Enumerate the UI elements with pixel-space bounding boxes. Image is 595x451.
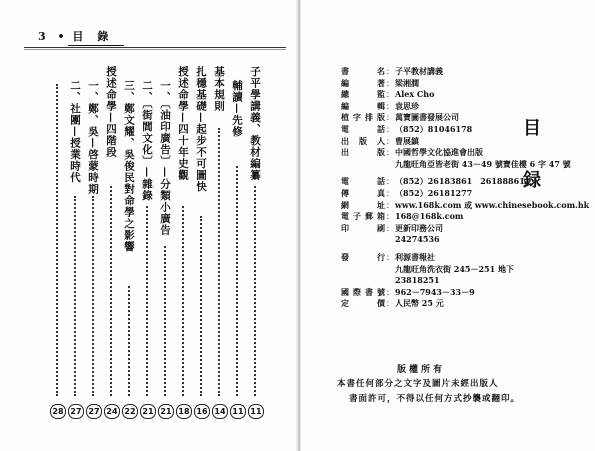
info-key: 編著 — [341, 77, 385, 88]
info-value: 168@168k.com — [395, 211, 464, 222]
copyright-notice-line: 本書任何部分之文字及圖片未經出版人 — [337, 379, 499, 389]
dot-leader — [74, 196, 76, 396]
info-value: Alex Cho — [395, 89, 435, 100]
toc-page-number: 16 — [194, 404, 210, 419]
info-row: 印刷 ： 更新印務公司 — [341, 223, 591, 235]
info-row: 書名 ： 子平教材講義 — [341, 66, 591, 78]
toc-entry-text: 授述命學—四階段 — [105, 66, 117, 158]
toc-page-number: 28 — [50, 404, 66, 419]
info-row-continued — [341, 275, 591, 287]
page-title: 目録 — [520, 118, 541, 222]
info-key: 網址 — [341, 199, 385, 210]
toc-page-number: 27 — [68, 404, 84, 419]
dot-leader — [92, 196, 94, 396]
info-value: www.168k.com 或 www.chinesebook.com.hk — [395, 199, 590, 210]
info-row: 電話 ： （852）81046178 — [341, 124, 591, 136]
info-row: 出版人 ： 曹展鎮 — [341, 136, 591, 148]
toc-entry-text: 扎穩基礎—起步不可圖快 — [195, 66, 207, 193]
toc-page-number: 11 — [248, 404, 264, 419]
colophon-table — [341, 66, 591, 310]
toc-entry-text: 子平學講義、教材編纂 — [249, 66, 261, 181]
info-key: 印刷 — [341, 222, 385, 233]
copyright-notice-line: 書面許可，不得以任何方式抄襲或翻印。 — [349, 394, 521, 404]
toc-entry-text: 基本規則 — [213, 66, 225, 112]
info-key: 發行 — [341, 251, 385, 262]
info-value: 962－7943－33－9 — [395, 286, 475, 297]
info-key: 出版人 — [341, 135, 385, 146]
info-value: 九龍旺角亞皆老街 43－49 號寶佳樓 6 字 47 號 — [395, 158, 571, 169]
toc-page-number: 11 — [230, 404, 246, 419]
toc-entry — [158, 66, 172, 396]
toc-entry — [248, 66, 262, 396]
toc-entry — [50, 66, 64, 396]
toc-entry — [68, 66, 82, 396]
info-row: 編輯 ： 袁思珍 — [341, 101, 591, 113]
info-value: （852）26181277 — [395, 187, 473, 198]
dot-leader — [218, 128, 220, 396]
dot-leader — [110, 186, 112, 396]
info-key: 電話 — [341, 176, 385, 187]
toc-page-number: 27 — [86, 404, 102, 419]
toc-entry-text: 二、〔街閭文化〕—雜錄 — [141, 80, 153, 202]
dot-leader — [182, 206, 184, 396]
info-value: 中國哲學文化協進會出版 — [395, 147, 483, 158]
info-row: 發行 ： 利源書報社 — [341, 252, 591, 264]
info-row: 網址 ： www.168k.com 或 www.chinesebook.com.hk — [341, 199, 590, 210]
info-row: 定價 ： 人民幣 25 元 — [341, 298, 591, 310]
info-key: 出版 — [341, 147, 385, 158]
info-key: 電子郵箱 — [341, 211, 385, 222]
toc-page-number: 21 — [140, 404, 156, 419]
info-value: 利源書報社 — [395, 251, 435, 262]
info-key: 傳真 — [341, 187, 385, 198]
info-value: 萬寶圖書發展公司 — [395, 112, 459, 123]
info-key: 總監 — [341, 89, 385, 100]
dot-leader — [254, 186, 256, 396]
info-row: 電子郵箱 ： 168@168k.com — [341, 211, 591, 223]
info-row-continued — [341, 264, 591, 276]
info-value: （852）81046178 — [395, 123, 473, 134]
dot-leader — [56, 84, 58, 396]
header-rule — [24, 47, 286, 48]
info-key: 植字排版 — [341, 112, 385, 123]
toc-entry-text: 一、〔油印廣告〕—分類小廣告 — [159, 80, 171, 236]
info-value: 子平教材講義 — [395, 66, 443, 76]
toc-entry — [122, 66, 136, 396]
info-row: 電話 ： （852）26183861 26188861 — [341, 176, 591, 188]
toc-page-number: 24 — [104, 404, 120, 419]
dot-leader — [236, 166, 238, 396]
info-key: 編輯 — [341, 100, 385, 111]
dot-leader — [200, 216, 202, 396]
toc-page-number: 21 — [158, 404, 174, 419]
info-value: 九龍旺角洗衣街 245－251 地下 — [395, 263, 514, 274]
info-row: 總監 ： Alex Cho — [341, 89, 591, 101]
info-key: 電話 — [341, 123, 385, 134]
dot-leader — [146, 206, 148, 396]
info-value: 梁湘潤 — [395, 77, 419, 88]
contents-header — [38, 28, 124, 46]
info-value: 袁思珍 — [395, 100, 419, 111]
contents-title: 目錄 — [68, 28, 124, 46]
info-key: 書名 — [341, 66, 385, 76]
info-row-continued — [341, 159, 591, 171]
toc-page-number: 14 — [212, 404, 228, 419]
copyright-heading: 版權所有 — [397, 365, 446, 375]
info-value: 更新印務公司 — [395, 222, 443, 233]
page-number: 3 — [38, 30, 46, 43]
toc-entry-text: 二、社團—授業時代 — [69, 80, 81, 184]
toc-entry — [212, 66, 226, 396]
info-row: 出版 ： 中國哲學文化協進會出版 — [341, 147, 591, 159]
info-key: 定價 — [341, 298, 385, 309]
toc-entry — [194, 66, 208, 396]
toc-entry-text: 授述命學—四十年史觀 — [177, 66, 189, 181]
toc-entry-text: 三、鄭文耀、吳俊民對命學之影響 — [123, 80, 135, 253]
dot-leader — [128, 286, 130, 396]
info-row: 傳真 ： （852）26181277 — [341, 188, 591, 200]
dot-leader — [164, 246, 166, 396]
info-value: （852）26183861 26188861 — [395, 176, 525, 187]
info-row: 國際書號 ： 962－7943－33－9 — [341, 287, 591, 299]
toc-entry — [86, 66, 100, 396]
header-rule-thin — [24, 49, 286, 50]
toc-entry — [176, 66, 190, 396]
info-value: 24274536 — [395, 234, 440, 245]
bullet-mark: • — [57, 30, 65, 43]
info-value: 人民幣 25 元 — [395, 298, 444, 309]
toc-entry-text: 輔讀—先修 — [231, 80, 243, 138]
info-row: 編著 ： 梁湘潤 — [341, 78, 591, 90]
toc-page-number: 22 — [122, 404, 138, 419]
info-key: 國際書號 — [341, 286, 385, 297]
toc-entry — [230, 66, 244, 396]
info-value: 曹展鎮 — [395, 135, 419, 146]
info-value: 23818251 — [395, 275, 440, 286]
info-row: 植字排版 ： 萬寶圖書發展公司 — [341, 112, 591, 124]
info-row-continued — [341, 234, 591, 246]
right-page-colophon — [301, 0, 595, 451]
toc-page-number: 18 — [176, 404, 192, 419]
toc-entry-text: 一、鄭、吳—啓蒙時期 — [87, 80, 99, 195]
toc-entry — [104, 66, 118, 396]
toc-entry — [140, 66, 154, 396]
